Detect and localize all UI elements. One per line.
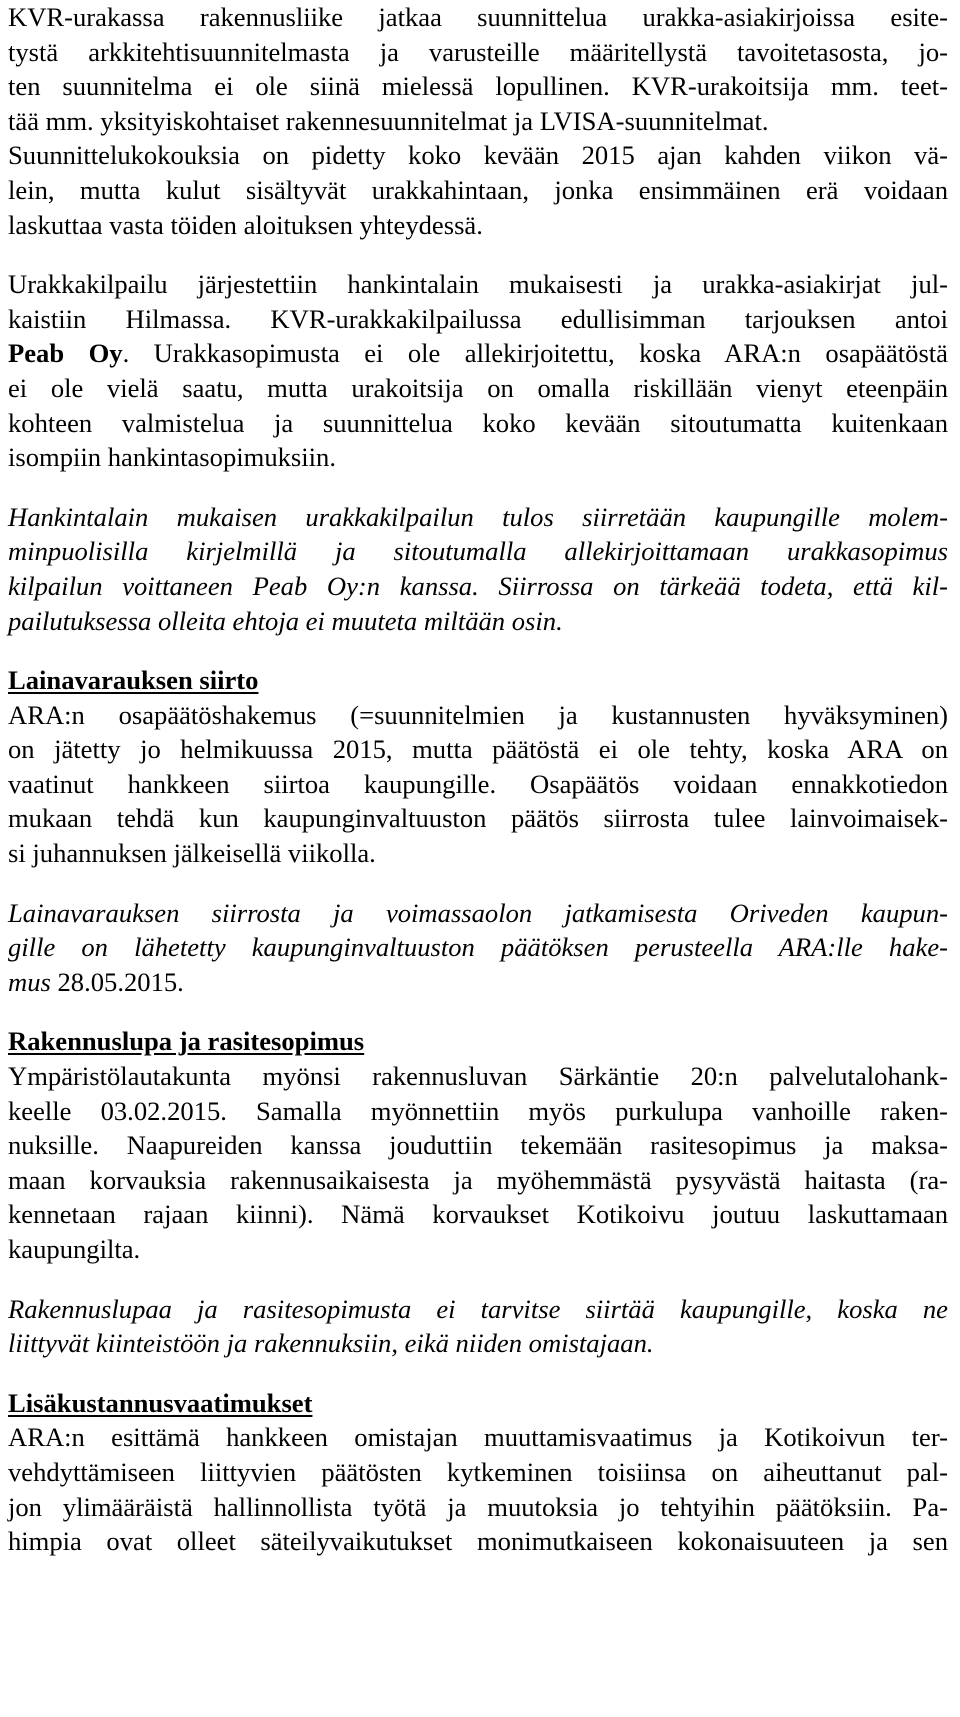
text-line <box>8 336 948 371</box>
text-line: vaatinut hankkeen siirtoa kaupungille. Osapäätös voidaan ennakkotiedon <box>8 768 948 799</box>
paragraph-italic-lainavarauksen <box>8 896 948 1000</box>
text-line: Suunnittelukokouksia on pidetty koko kevään 2015 ajan kahden viikon vä- <box>8 140 948 171</box>
text-line: himpia ovat olleet säteilyvaikutukset monimutkaiseen kokonaisuuteen ja sen <box>8 1526 948 1557</box>
text-line: Urakkakilpailu järjestettiin hankintalain mukaisesti ja urakka-asiakirjat jul- <box>8 269 948 300</box>
paragraph-italic-hankintalain <box>8 500 948 638</box>
text-line: minpuolisilla kirjelmillä ja sitoutumalla allekirjoittamaan urakkasopimus <box>8 536 948 567</box>
text-line: kennetaan rajaan kiinni). Nämä korvaukset Kotikoivu joutuu laskuttamaan <box>8 1199 948 1230</box>
text-line: maan korvauksia rakennusaikaisesta ja myöhemmästä pysyvästä haitasta (ra- <box>8 1164 948 1195</box>
paragraph-urakkakilpailu <box>8 267 948 475</box>
text-segment: mus <box>8 966 51 997</box>
text-line <box>8 965 948 1000</box>
text-line: Rakennuslupaa ja rasitesopimusta ei tarvitse siirtää kaupungille, koska ne <box>8 1293 948 1324</box>
bold-company-name: Peab Oy <box>8 338 123 369</box>
text-line: jon ylimääräistä hallinnollista työtä ja muutoksia jo tehtyihin päätöksiin. Pa- <box>8 1491 948 1522</box>
text-line: laskuttaa vasta töiden aloituksen yhteydessä. <box>8 209 483 240</box>
section-heading: Rakennuslupa ja rasitesopimus <box>8 1026 365 1057</box>
text-line: Lainavarauksen siirrosta ja voimassaolon jatkamisesta Oriveden kaupun- <box>8 897 948 928</box>
text-line: liittyvät kiinteistöön ja rakennuksiin, eikä niiden omistajaan. <box>8 1328 654 1359</box>
text-line: ARA:n esittämä hankkeen omistajan muuttamisvaatimus ja Kotikoivun ter- <box>8 1422 948 1453</box>
text-line: kaupungilta. <box>8 1234 141 1264</box>
date-text: 28.05.2015. <box>50 966 184 997</box>
section-heading: Lainavarauksen siirto <box>8 665 259 696</box>
text-line: isompiin hankintasopimuksiin. <box>8 442 336 473</box>
text-line: ei ole vielä saatu, mutta urakoitsija on omalla riskillään vienyt eteenpäin <box>8 372 948 403</box>
text-line: si juhannuksen jälkeisellä viikolla. <box>8 838 376 869</box>
text-line: on jätetty jo helmikuussa 2015, mutta päätöstä ei ole tehty, koska ARA on <box>8 734 948 765</box>
text-line: KVR-urakassa rakennusliike jatkaa suunnittelua urakka-asiakirjoissa esite- <box>8 2 948 32</box>
section-heading: Lisäkustannusvaatimukset <box>8 1387 313 1418</box>
text-line: gille on lähetetty kaupunginvaltuuston päätöksen perusteella ARA:lle hake- <box>8 932 948 963</box>
text-line: tystä arkkitehtisuunnitelmasta ja varusteille määritellystä tavoitetasosta, jo- <box>8 36 948 67</box>
text-line: vehdyttämiseen liittyvien päätösten kytkeminen toisiinsa on aiheuttanut pal- <box>8 1456 948 1487</box>
text-line: tää mm. yksityiskohtaiset rakennesuunnitelmat ja LVISA-suunnitelmat. <box>8 105 769 136</box>
text-line: kaistiin Hilmassa. KVR-urakkakilpailussa edullisimman tarjouksen antoi <box>8 303 948 334</box>
text-line: nuksille. Naapureiden kanssa jouduttiin tekemään rasitesopimus ja maksa- <box>8 1130 948 1161</box>
paragraph-italic-rakennuslupaa <box>8 1292 948 1361</box>
text-line: mukaan tehdä kun kaupunginvaltuuston päätös siirrosta tulee lainvoimaisek- <box>8 803 948 834</box>
text-line: ARA:n osapäätöshakemus (=suunnitelmien ja kustannusten hyväksyminen) <box>8 699 948 730</box>
document-page <box>8 0 948 1559</box>
text-line: keelle 03.02.2015. Samalla myönnettiin myös purkulupa vanhoille raken- <box>8 1095 948 1126</box>
text-line: kohteen valmistelua ja suunnittelua koko kevään sitoutumatta kuitenkaan <box>8 407 948 438</box>
text-line: Hankintalain mukaisen urakkakilpailun tulos siirretään kaupungille molem- <box>8 501 948 532</box>
section-rakennuslupa <box>8 1024 948 1266</box>
section-lainavarauksen-siirto <box>8 663 948 871</box>
paragraph-kvr-urakka <box>8 0 948 242</box>
text-line: Ympäristölautakunta myönsi rakennusluvan Särkäntie 20:n palvelutalohank- <box>8 1061 948 1092</box>
text-line: kilpailun voittaneen Peab Oy:n kanssa. Siirrossa on tärkeää todeta, että kil- <box>8 570 948 601</box>
text-segment: . Urakkasopimusta ei ole allekirjoitettu, koska ARA:n osapäätöstä <box>122 338 948 369</box>
text-line: lein, mutta kulut sisältyvät urakkahintaan, jonka ensimmäinen erä voidaan <box>8 174 948 205</box>
section-lisakustannusvaatimukset <box>8 1386 948 1559</box>
text-line: ten suunnitelma ei ole siinä mielessä lopullinen. KVR-urakoitsija mm. teet- <box>8 71 948 102</box>
text-line: pailutuksessa olleita ehtoja ei muuteta miltään osin. <box>8 605 563 636</box>
